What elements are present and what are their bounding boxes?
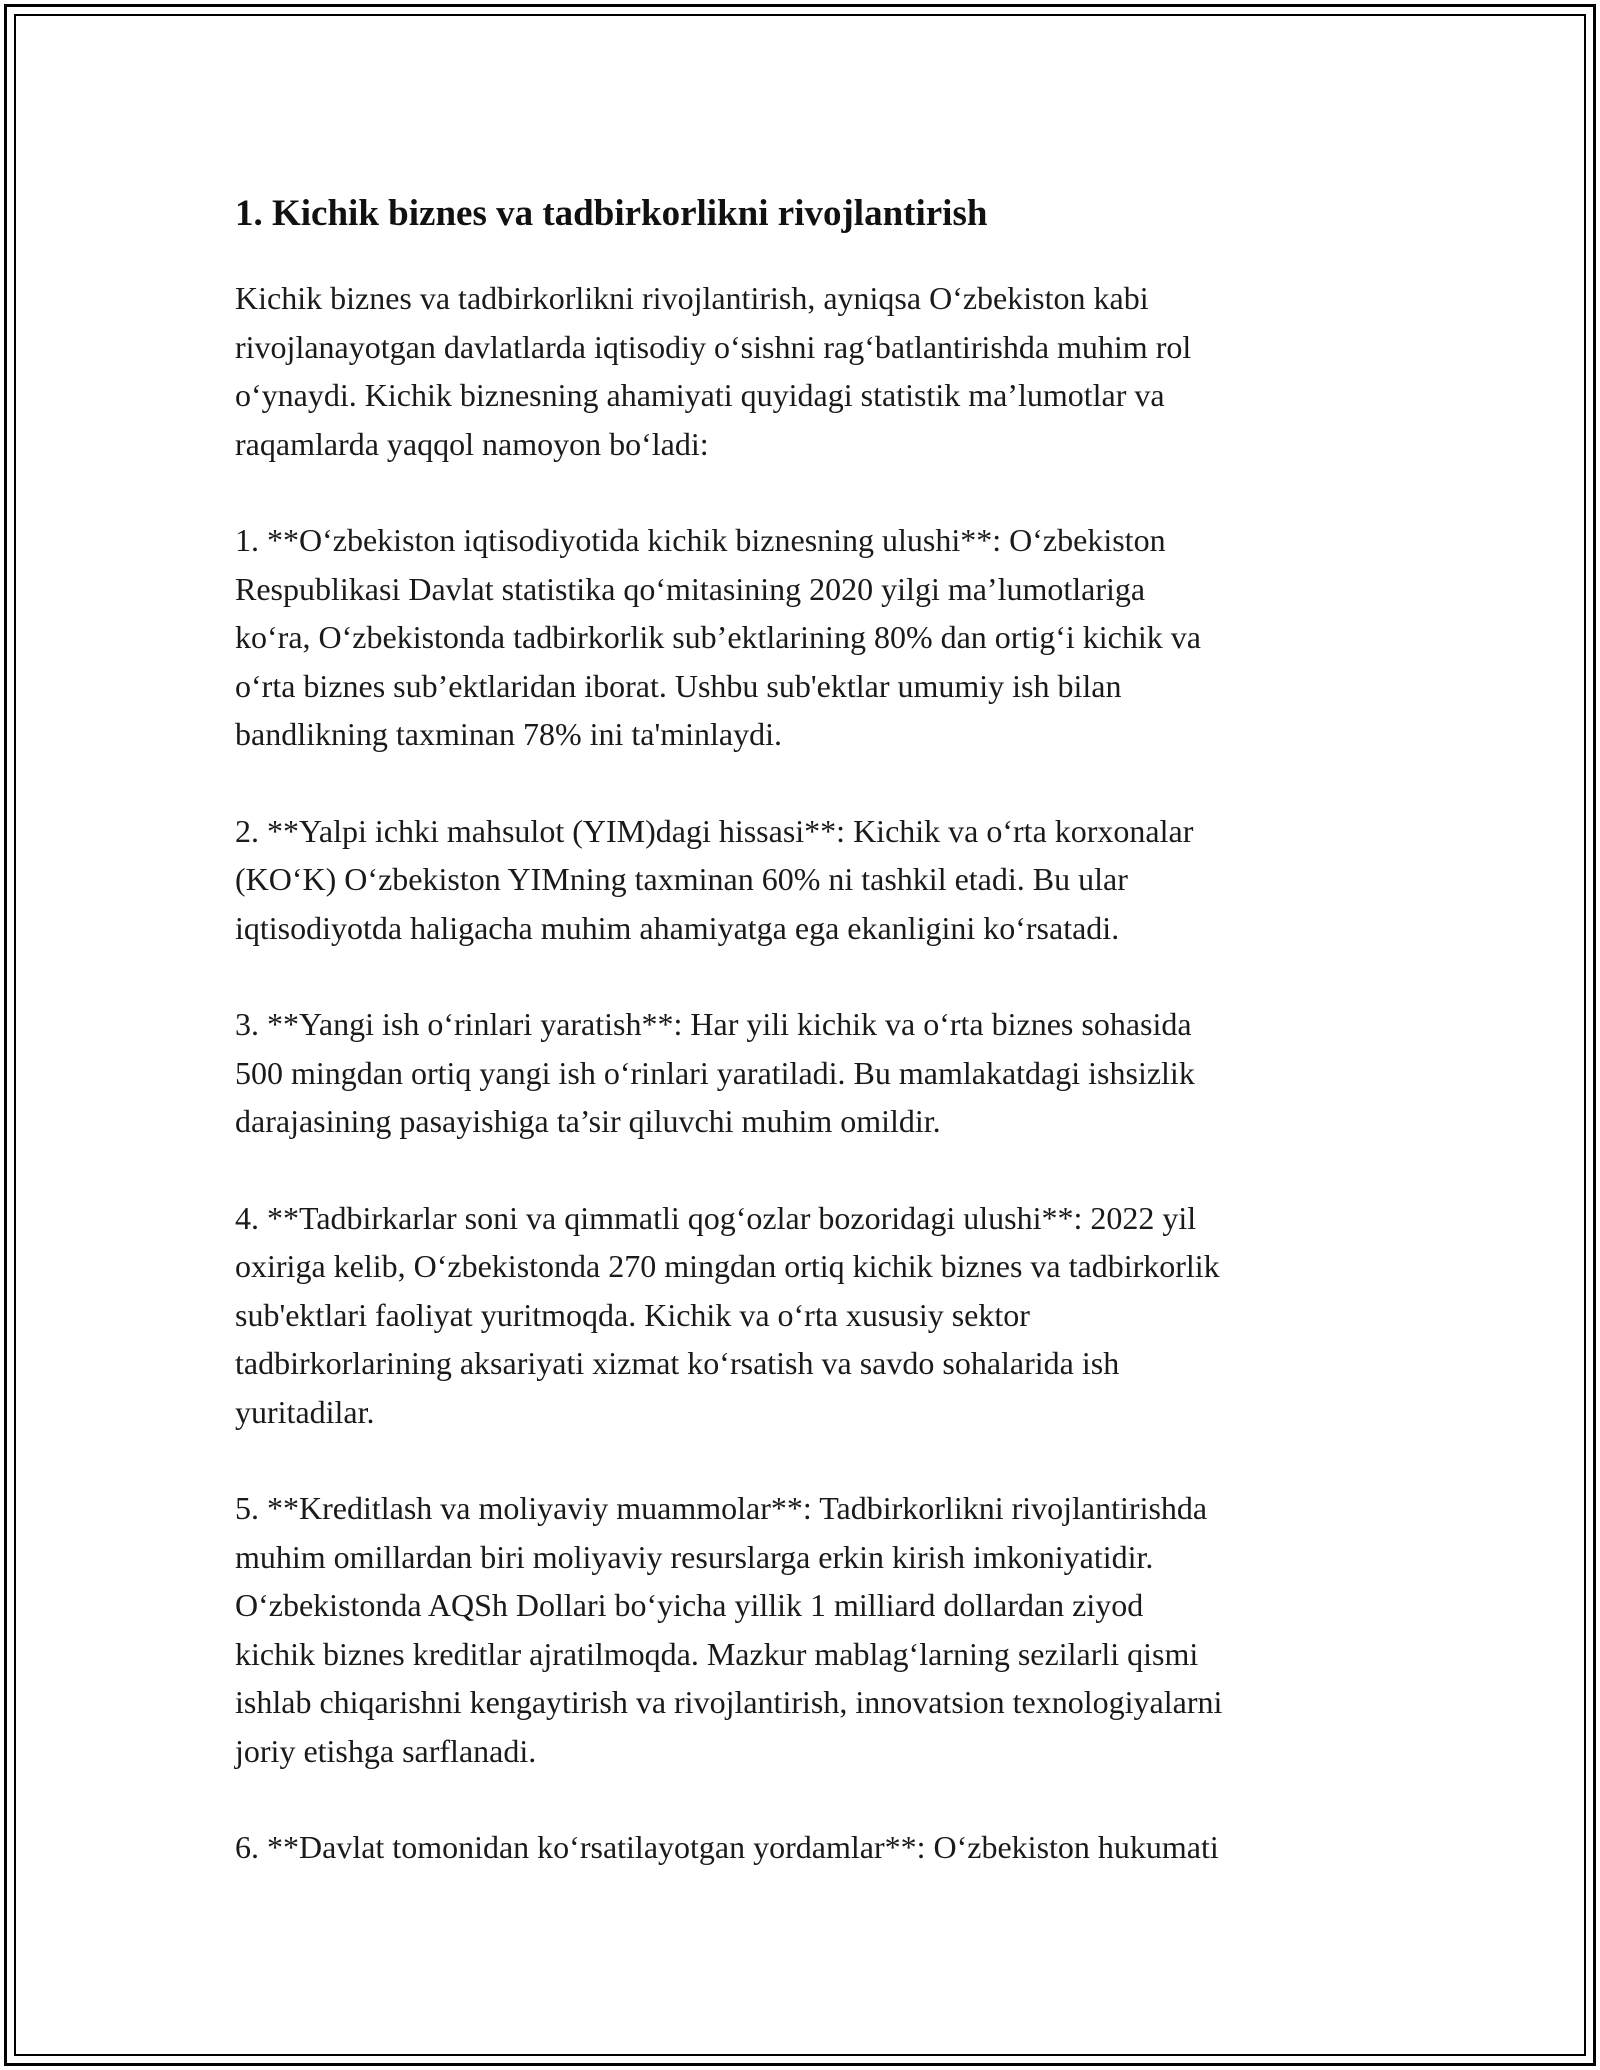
list-item-job-creation: 3. **Yangi ish o‘rinlari yaratish**: Har yili kichik va o‘rta biznes sohasida 500 mingdan ortiq yangi ish o‘rinlari yaratiladi. Bu mamlakatdagi ishsizlik darajasining pasayishiga ta’sir qiluvchi muhim omildir. — [235, 1006, 1195, 1139]
document-body — [235, 188, 1375, 1920]
list-item-gdp-contribution: 2. **Yalpi ichki mahsulot (YIM)dagi hissasi**: Kichik va o‘rta korxonalar (KO‘K) O‘zbekiston YIMning taxminan 60% ni tashkil etadi. Bu ular iqtisodiyotda haligacha muhim ahamiyatga ega ekanligini ko‘rsatadi. — [235, 812, 1194, 946]
list-item-government-support: 6. **Davlat tomonidan ko‘rsatilayotgan yordamlar**: O‘zbekiston hukumati — [235, 1829, 1219, 1865]
intro-paragraph: Kichik biznes va tadbirkorlikni rivojlantirish, ayniqsa O‘zbekiston kabi rivojlanayotgan davlatlarda iqtisodiy o‘sishni rag‘batlantirishda muhim rol o‘ynaydi. Kichik biznesning ahamiyati quyidagi statistik ma’lumotlar va raqamlarda yaqqol namoyon bo‘ladi: — [235, 280, 1192, 462]
section-heading: 1. Kichik biznes va tadbirkorlikni rivojlantirish — [235, 193, 988, 234]
list-item-entrepreneur-count: 4. **Tadbirkarlar soni va qimmatli qog‘ozlar bozoridagi ulushi**: 2022 yil oxiriga kelib, O‘zbekistonda 270 mingdan ortiq kichik biznes va tadbirkorlik sub'ektlari faoliyat yuritmoqda. Kichik va o‘rta xususiy sektor tadbirkorlarining aksariyati xizmat ko‘rsatish va savdo sohalarida ish yuritadilar. — [235, 1199, 1220, 1430]
list-item-credit-and-finance: 5. **Kreditlash va moliyaviy muammolar**: Tadbirkorlikni rivojlantirishda muhim omillardan biri moliyaviy resurslarga erkin kirish imkoniyatidir. O‘zbekistonda AQSh Dollari bo‘yicha yillik 1 milliard dollardan ziyod kichik biznes kreditlar ajratilmoqda. Mazkur mablag‘larning sezilarli qismi ishlab chiqarishni kengaytirish va rivojlantirish, innovatsion texnologiyalarni joriy etishga sarflanadi. — [235, 1490, 1223, 1769]
list-item-share-of-small-business: 1. **O‘zbekiston iqtisodiyotida kichik biznesning ulushi**: O‘zbekiston Respublikasi Davlat statistika qo‘mitasining 2020 yilgi ma’lumotlariga ko‘ra, O‘zbekistonda tadbirkorlik sub’ektlarining 80% dan ortig‘i kichik va o‘rta biznes sub’ektlaridan iborat. Ushbu sub'ektlar umumiy ish bilan bandlikning taxminan 78% ini ta'minlaydi. — [235, 522, 1201, 752]
